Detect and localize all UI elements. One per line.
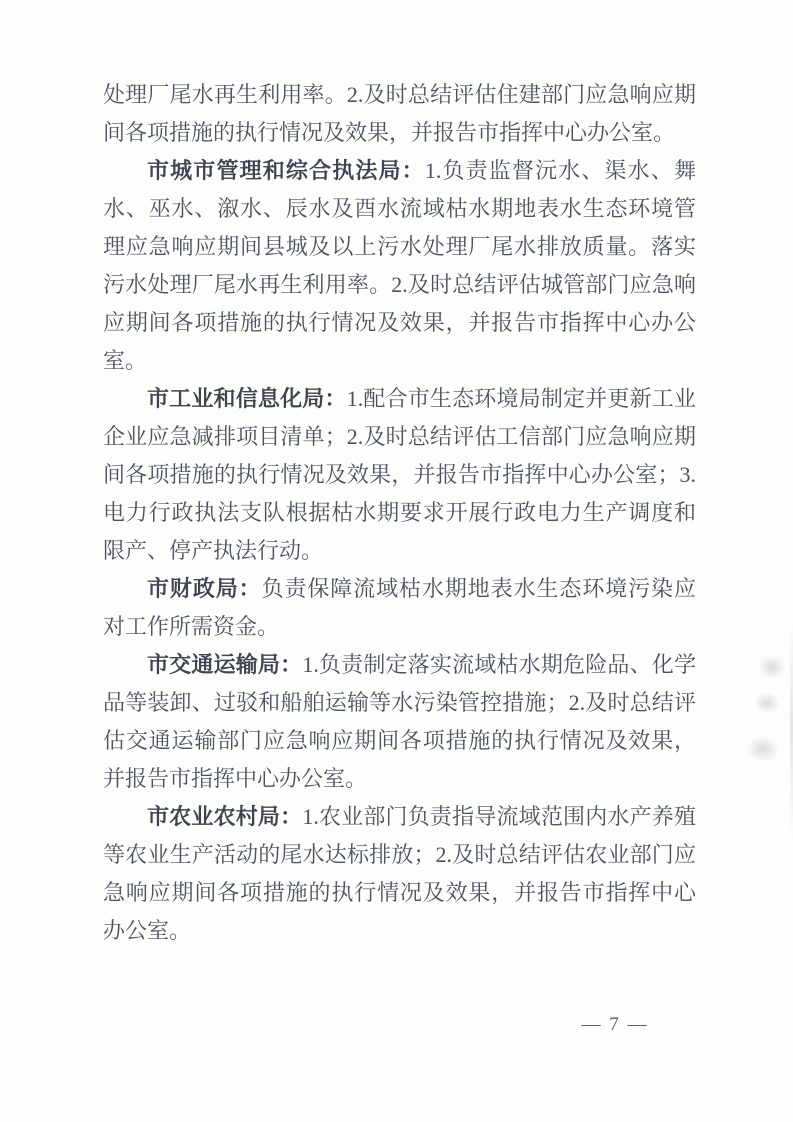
paragraph <box>103 76 696 152</box>
paragraph <box>103 380 696 570</box>
paragraph <box>103 646 696 798</box>
paragraph-heading: 市农业农村局： <box>147 804 303 829</box>
page-number: — 7 — <box>581 1014 649 1035</box>
paragraph-heading: 市工业和信息化局： <box>147 386 347 411</box>
paragraph <box>103 152 696 380</box>
paragraph-heading: 市城市管理和综合执法局： <box>147 158 425 183</box>
scan-artifact <box>746 736 780 762</box>
paragraph <box>103 570 696 646</box>
paragraph-body: 1.负责监督沅水、渠水、舞水、巫水、溆水、辰水及酉水流域枯水期地表水生态环境管理应急响应期间县城及以上污水处理厂尾水排放质量。落实污水处理厂尾水再生利用率。2.及时总结评估城管部门应急响应期间各项措施的执行情况及效果，并报告市指挥中心办公室。 <box>103 158 696 373</box>
paragraph-body: 1.配合市生态环境局制定并更新工业企业应急减排项目清单；2.及时总结评估工信部门应急响应期间各项措施的执行情况及效果，并报告市指挥中心办公室；3.电力行政执法支队根据枯水期要求开展行政电力生产调度和限产、停产执法行动。 <box>103 386 696 563</box>
paragraph-body: 负责保障流域枯水期地表水生态环境污染应对工作所需资金。 <box>103 576 696 639</box>
paragraph-body: 1.负责制定落实流域枯水期危险品、化学品等装卸、过驳和船舶运输等水污染管控措施；2.及时总结评估交通运输部门应急响应期间各项措施的执行情况及效果，并报告市指挥中心办公室。 <box>103 652 696 791</box>
document-body <box>103 76 696 950</box>
scan-artifact <box>758 655 786 679</box>
scan-artifact <box>754 692 780 714</box>
paragraph-body: 1.农业部门负责指导流域范围内水产养殖等农业生产活动的尾水达标排放；2.及时总结评估农业部门应急响应期间各项措施的执行情况及效果，并报告市指挥中心办公室。 <box>103 804 696 943</box>
paragraph-heading: 市交通运输局： <box>147 652 303 677</box>
paragraph-body: 处理厂尾水再生利用率。2.及时总结评估住建部门应急响应期间各项措施的执行情况及效果，并报告市指挥中心办公室。 <box>103 82 696 145</box>
paragraph-heading: 市财政局： <box>147 576 262 601</box>
paragraph <box>103 798 696 950</box>
